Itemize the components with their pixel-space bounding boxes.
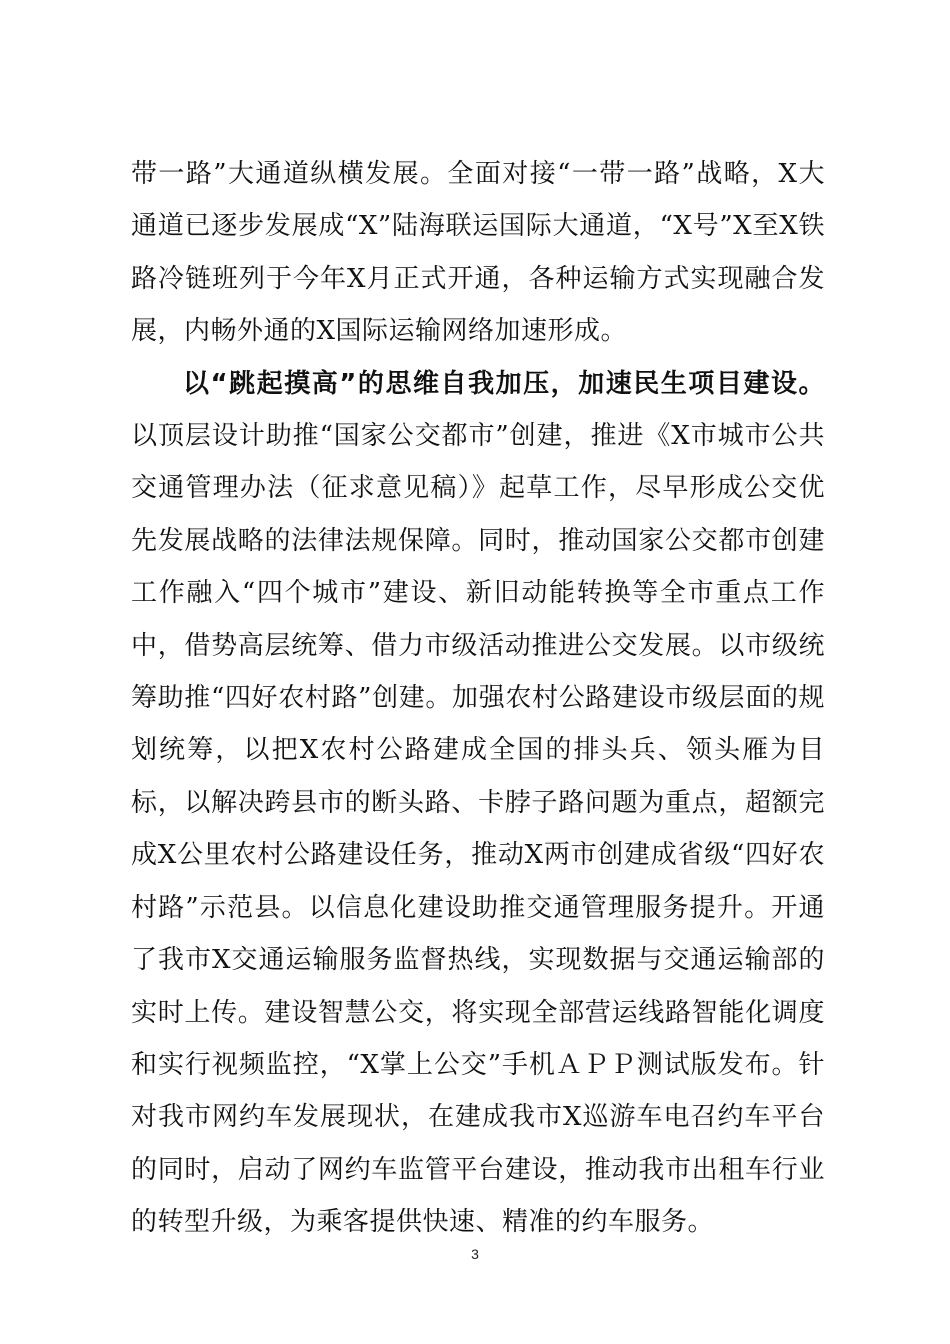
document-body [131, 148, 825, 1249]
paragraph-text: 带一路”大通道纵横发展。全面对接“一带一路”战略，X大通道已逐步发展成“X”陆海联运国际大通道，“X号”X至X铁路冷链班列于今年X月正式开通，各种运输方式实现融合发展，内畅外通的X国际运输网络加速形成。 [131, 159, 825, 347]
paragraph-livelihood-projects [131, 358, 825, 1249]
page-number: 3 [471, 1246, 479, 1262]
paragraph-continuation [131, 148, 825, 358]
paragraph-text: 以顶层设计助推“国家公交都市”创建，推进《X市城市公共交通管理办法（征求意见稿）》起草工作，尽早形成公交优先发展战略的法律法规保障。同时，推动国家公交都市创建工作融入“四个城市”建设、新旧动能转换等全市重点工作中，借势高层统筹、借力市级活动推进公交发展。以市级统筹助推“四好农村路”创建。加强农村公路建设市级层面的规划统筹，以把X农村公路建成全国的排头兵、领头雁为目标，以解决跨县市的断头路、卡脖子路问题为重点，超额完成X公里农村公路建设任务，推动X两市创建成省级“四好农村路”示范县。以信息化建设助推交通管理服务提升。开通了我市X交通运输服务监督热线，实现数据与交通运输部的实时上传。建设智慧公交，将实现全部营运线路智能化调度和实行视频监控，“X掌上公交”手机ＡＰＰ测试版发布。针对我市网约车发展现状，在建成我市X巡游车电召约车平台的同时，启动了网约车监管平台建设，推动我市出租车行业的转型升级，为乘客提供快速、精准的约车服务。 [131, 421, 825, 1238]
paragraph-lead-heading: 以“跳起摸高”的思维自我加压，加速民生项目建设。 [183, 368, 825, 399]
